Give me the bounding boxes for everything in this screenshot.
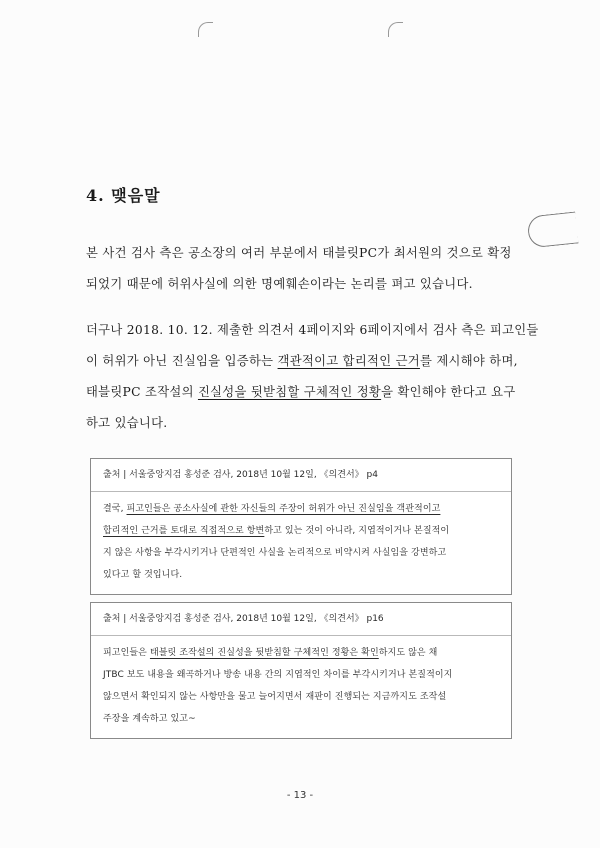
underlined-text: 진실성을 뒷받침할 구체적인 정황	[197, 385, 382, 399]
quote-source: 출처 | 서울중앙지검 홍성준 검사, 2018년 10월 12일, 《의견서》 p4	[91, 459, 511, 492]
quote-line: 지 않은 사항을 부각시키거나 단편적인 사실을 논리적으로 비약시켜 사실임을 강변하고	[103, 548, 447, 558]
quote-line	[103, 498, 499, 520]
section-heading: 4. 맺음말	[86, 186, 161, 205]
quote-line: JTBC 보도 내용을 왜곡하거나 방송 내용 간의 지엽적인 차이를 부각시키거나 본질적이지	[103, 670, 453, 680]
paragraph-line: 하고 있습니다.	[86, 416, 168, 430]
underlined-text: 태블릿 조작설의 진실성을 뒷받침할 구체적인 정황은 확인	[149, 648, 379, 658]
quote-line: 주장을 계속하고 있고~	[103, 714, 196, 724]
paragraph-line: 더구나 2018. 10. 12. 제출한 의견서 4페이지와 6페이지에서 검사 측은 피고인들	[86, 323, 539, 337]
margin-stamp	[526, 212, 578, 249]
underlined-text: 합리적인 근거를 토대로 직접적으로 항변	[103, 526, 265, 536]
quote-box-2	[90, 602, 512, 739]
text-run: 태블릿PC 조작설의	[86, 385, 198, 399]
quote-line: 않으면서 확인되지 않는 사항만을 물고 늘어지면서 재판이 진행되는 지금까지도 조작설	[103, 692, 447, 702]
quote-line	[103, 642, 499, 664]
text-run: 피고인들은	[103, 648, 150, 658]
text-run: 결국,	[103, 504, 127, 514]
punch-hole-mark	[198, 22, 213, 37]
page-number: - 13 -	[286, 790, 314, 801]
quote-source: 출처 | 서울중앙지검 홍성준 검사, 2018년 10월 12일, 《의견서》 p16	[91, 603, 511, 636]
underlined-text: 피고인들은 공소사실에 관한 자신들의 주장이 허위가 아닌 진실임을 객관적이고	[126, 504, 441, 514]
quote-body	[91, 636, 511, 738]
punch-hole-mark	[388, 22, 403, 37]
text-run: 를 제시해야 하며,	[419, 354, 518, 368]
text-run: 을 확인해야 한다고 요구	[381, 385, 516, 399]
paragraph-line	[86, 346, 522, 377]
text-run: 이 허위가 아닌 진실임을 입증하는	[86, 354, 278, 368]
paragraph-line: 되었기 때문에 허위사실에 의한 명예훼손이라는 논리를 펴고 있습니다.	[86, 277, 473, 291]
quote-body	[91, 492, 511, 594]
text-run: 하고 있는 것이 아니라, 지엽적이거나 본질적이	[264, 526, 450, 536]
paragraph-line	[86, 377, 522, 408]
quote-box-1	[90, 458, 512, 595]
paragraph-2	[86, 315, 539, 439]
underlined-text: 객관적이고 합리적인 근거	[277, 354, 420, 368]
quote-line: 있다고 할 것입니다.	[103, 570, 183, 580]
text-run: 하지도 않은 채	[378, 648, 438, 658]
quote-line	[103, 520, 499, 542]
paragraph-line: 본 사건 검사 측은 공소장의 여러 부분에서 태블릿PC가 최서원의 것으로 확정	[86, 246, 512, 260]
paragraph-1	[86, 238, 522, 300]
